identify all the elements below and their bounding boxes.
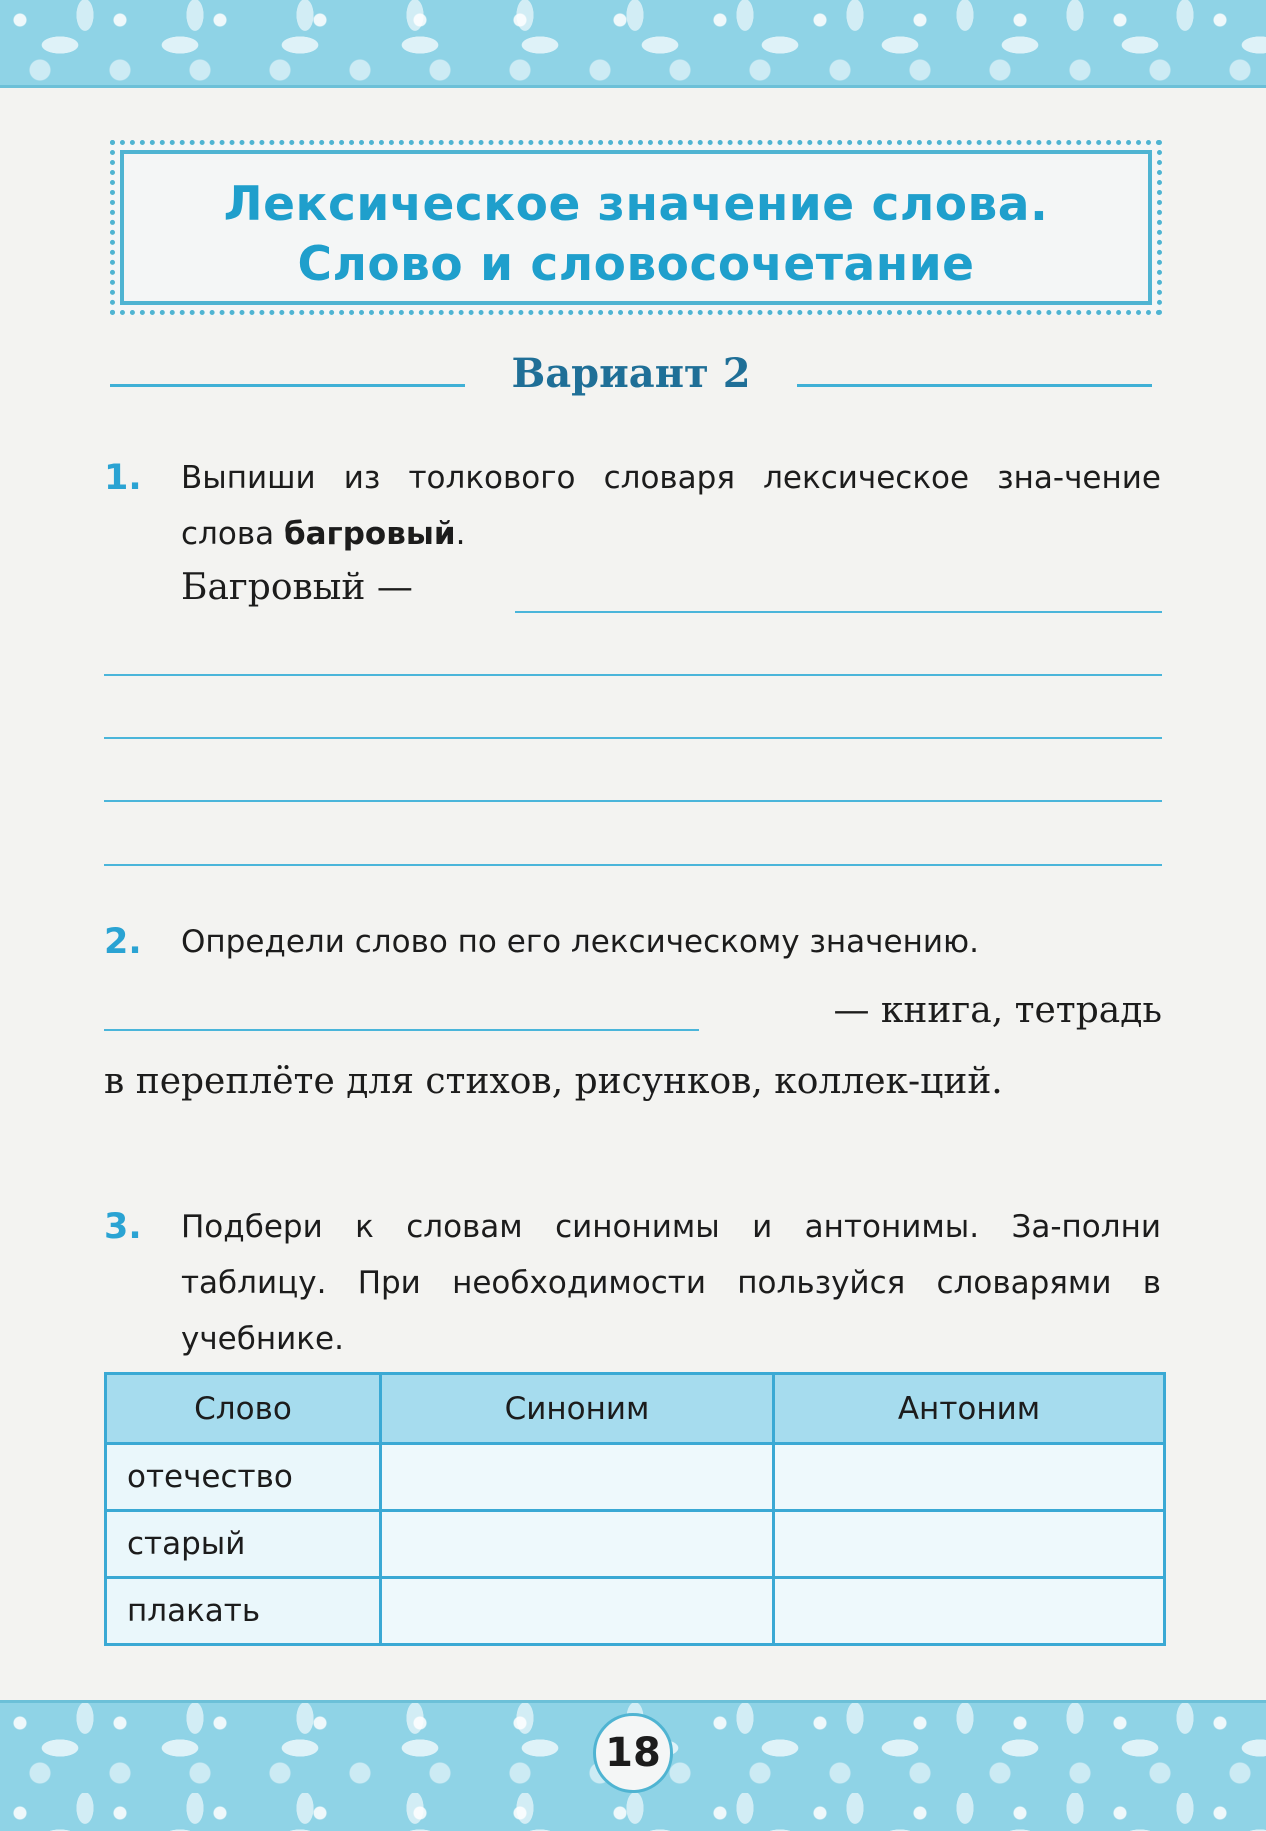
synonym-cell[interactable]: [381, 1444, 774, 1511]
top-ornament-border: [0, 0, 1266, 88]
antonym-cell[interactable]: [774, 1578, 1165, 1645]
header-antonym: Антоним: [774, 1374, 1165, 1444]
answer-line-4[interactable]: [104, 800, 1162, 802]
synonym-cell[interactable]: [381, 1511, 774, 1578]
task-1-bold-word: багровый: [283, 516, 456, 552]
task-2-text: Определи слово по его лексическому значению.: [181, 924, 979, 960]
title-frame: [110, 140, 1162, 315]
task-2-definition-line-1: — книга, тетрадь: [833, 990, 1162, 1031]
task-1-text-before: Выпиши из толкового словаря лексическое зна-чение слова: [181, 460, 1161, 552]
table-row: [106, 1578, 1165, 1645]
antonym-cell[interactable]: [774, 1511, 1165, 1578]
task-2-answer-line[interactable]: [104, 1029, 699, 1031]
task-2-number: 2.: [104, 922, 142, 962]
task-3-number: 3.: [104, 1207, 142, 1247]
page-title-line-1: Лексическое значение слова.: [223, 177, 1049, 232]
answer-line-1[interactable]: [515, 611, 1162, 613]
task-1-text-after: .: [455, 516, 466, 552]
task-3-text: Подбери к словам синонимы и антонимы. За-полни таблицу. При необходимости пользуйся словарями в учебнике.: [181, 1209, 1161, 1357]
variant-rule-right: [797, 384, 1152, 387]
answer-line-2[interactable]: [104, 674, 1162, 676]
task-1-number: 1.: [104, 458, 142, 498]
table-header-row: [106, 1374, 1165, 1444]
answer-line-5[interactable]: [104, 864, 1162, 866]
answer-line-3[interactable]: [104, 737, 1162, 739]
word-cell: старый: [106, 1511, 381, 1578]
header-word: Слово: [106, 1374, 381, 1444]
antonym-cell[interactable]: [774, 1444, 1165, 1511]
task-2-definition-rest: в переплёте для стихов, рисунков, коллек-ций.: [104, 1061, 1003, 1102]
task-1-text: [181, 450, 1161, 562]
table-row: [106, 1444, 1165, 1511]
task-1-answer-label: Багровый —: [181, 567, 413, 608]
word-cell: плакать: [106, 1578, 381, 1645]
page-number: 18: [593, 1713, 673, 1793]
word-cell: отечество: [106, 1444, 381, 1511]
synonym-antonym-table: [104, 1372, 1166, 1646]
header-synonym: Синоним: [381, 1374, 774, 1444]
synonym-cell[interactable]: [381, 1578, 774, 1645]
page-title-line-2: Слово и словосочетание: [297, 237, 975, 292]
table-row: [106, 1511, 1165, 1578]
variant-label: Вариант 2: [511, 350, 751, 397]
variant-heading: [110, 350, 1152, 410]
